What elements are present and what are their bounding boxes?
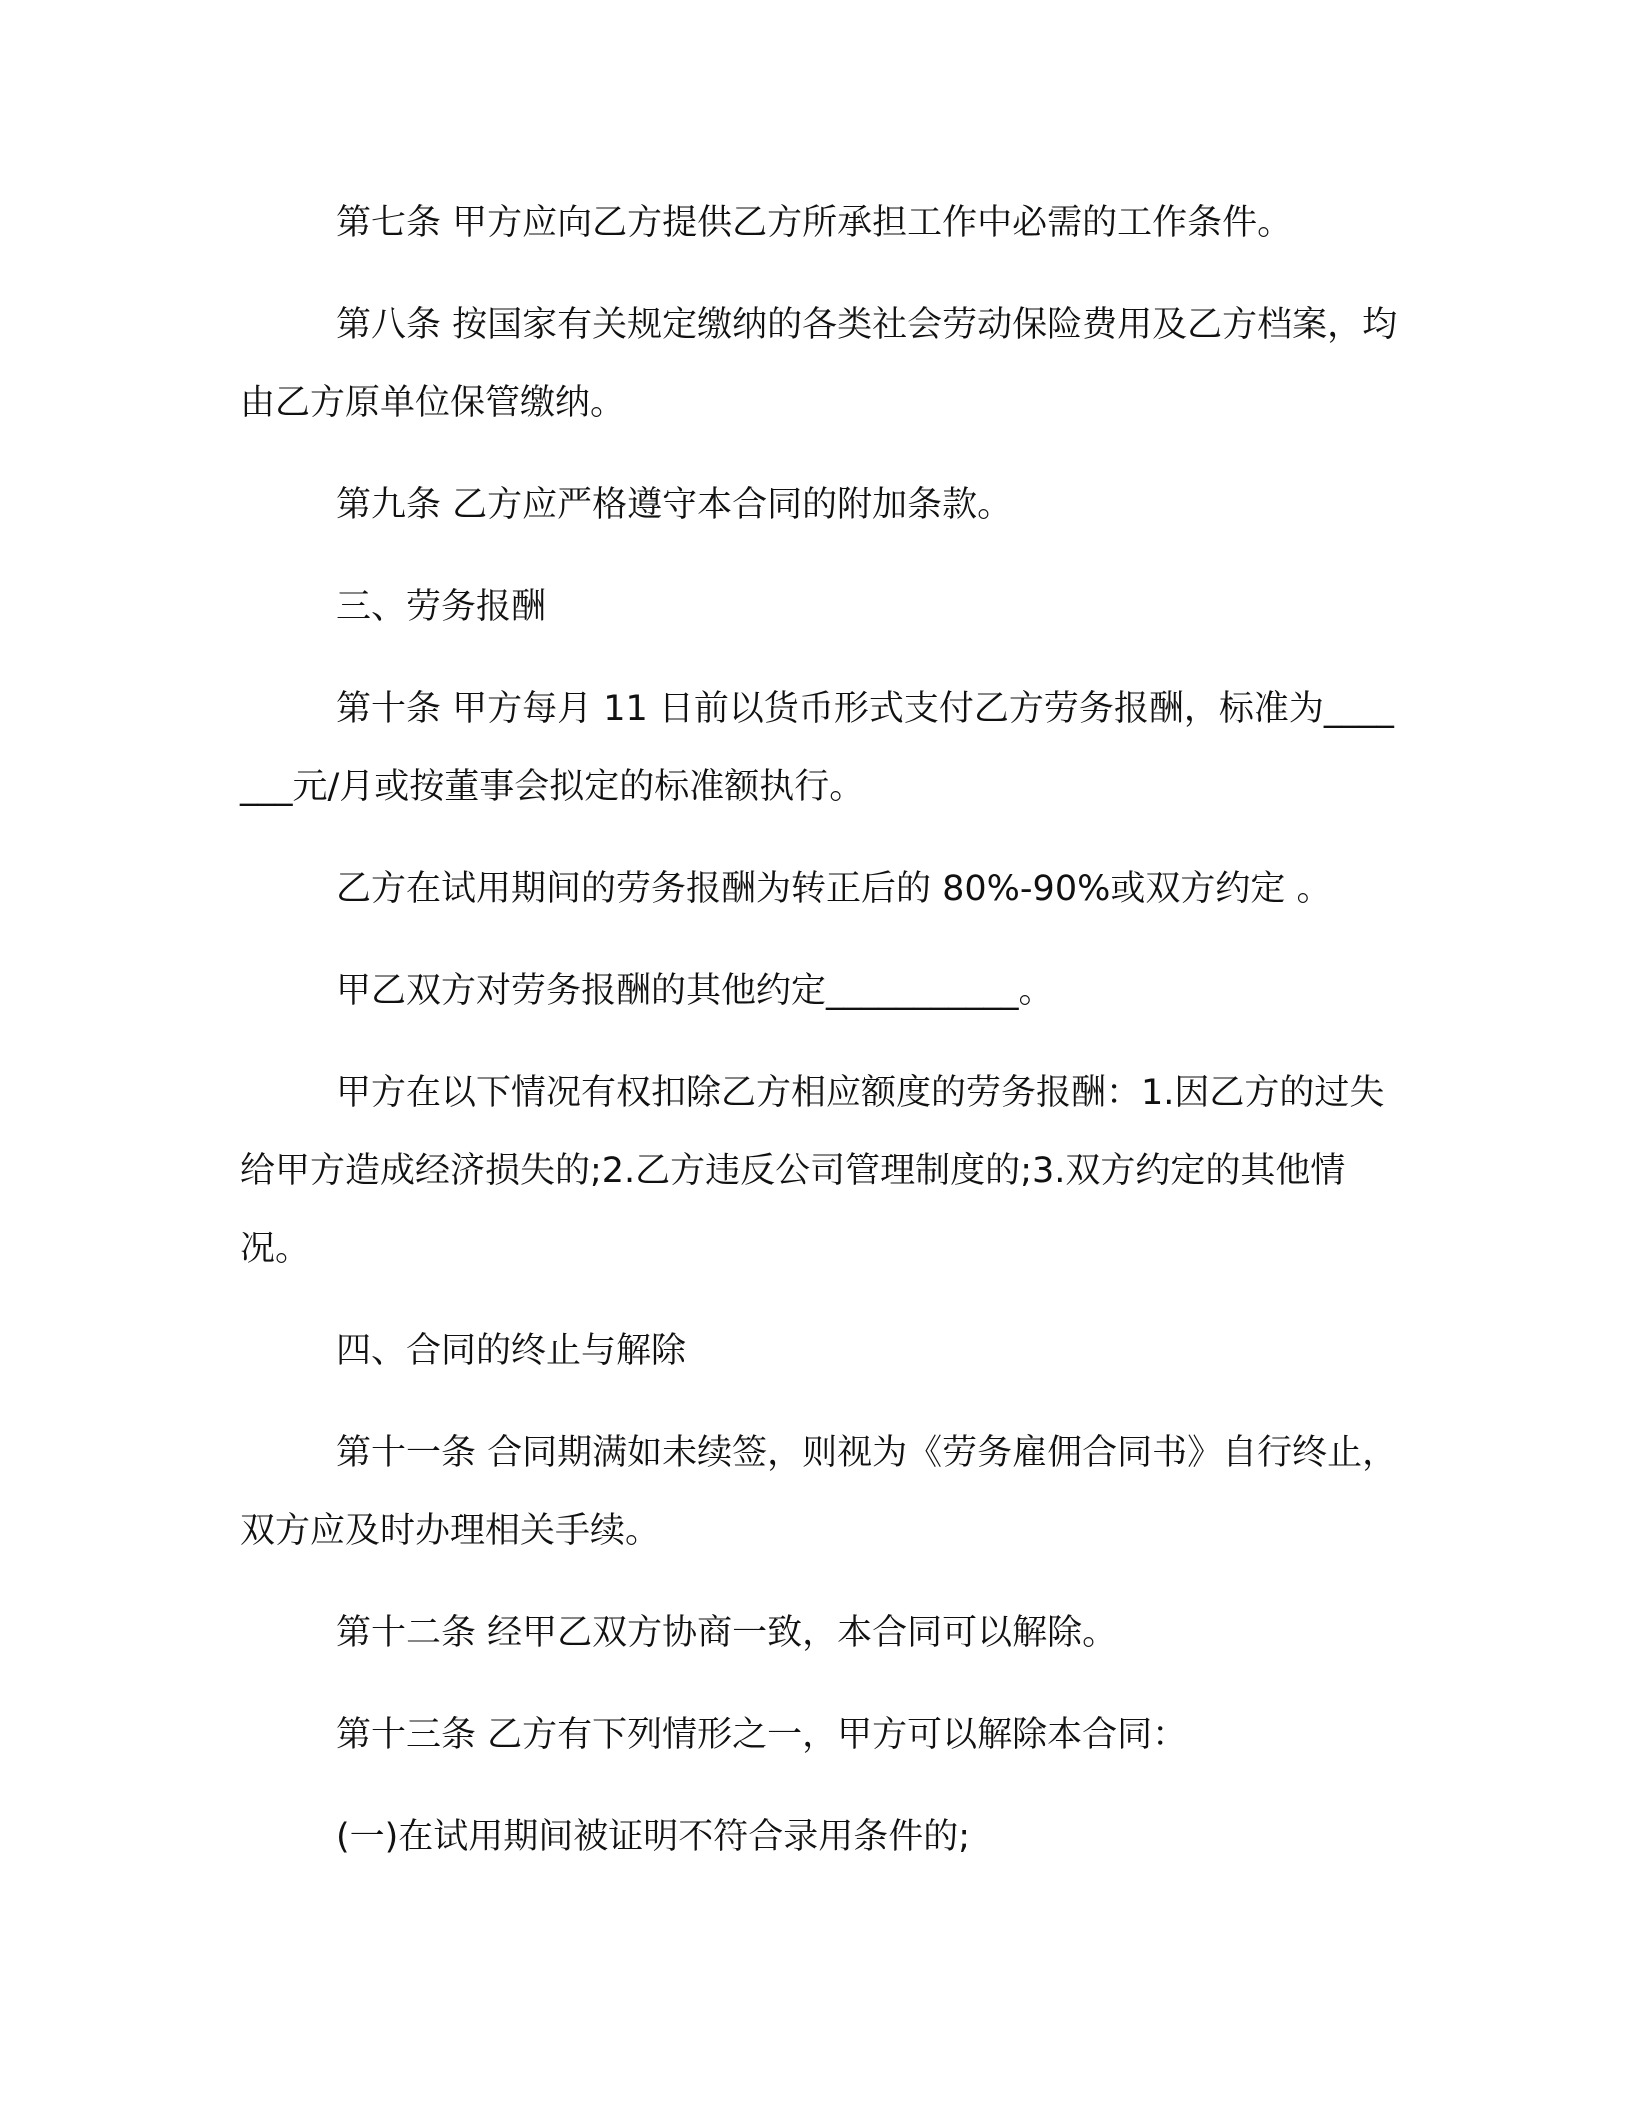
- other-pay-agreement-paragraph: 甲乙双方对劳务报酬的其他约定___________。: [336, 971, 1054, 1011]
- article-10: 第十条 甲方每月 11 日前以货币形式支付乙方劳务报酬，标准为_______元/月或按董事会拟定的标准额执行。: [240, 689, 1394, 807]
- probation-pay-paragraph: 乙方在试用期间的劳务报酬为转正后的 80%-90%或双方约定 。: [336, 869, 1332, 909]
- document-body: [240, 184, 1400, 1900]
- pay-deduction-paragraph: 甲方在以下情况有权扣除乙方相应额度的劳务报酬：1.因乙方的过失给甲方造成经济损失的;2.乙方违反公司管理制度的;3.双方约定的其他情况。: [240, 1073, 1385, 1269]
- section-heading-3: 三、劳务报酬: [336, 587, 547, 627]
- clause-13-item-1: (一)在试用期间被证明不符合录用条件的;: [336, 1817, 971, 1857]
- article-7: 第七条 甲方应向乙方提供乙方所承担工作中必需的工作条件。: [336, 203, 1293, 243]
- article-12: 第十二条 经甲乙双方协商一致，本合同可以解除。: [336, 1613, 1118, 1653]
- article-11: 第十一条 合同期满如未续签，则视为《劳务雇佣合同书》自行终止，双方应及时办理相关手续。: [240, 1433, 1398, 1551]
- article-8: 第八条 按国家有关规定缴纳的各类社会劳动保险费用及乙方档案，均由乙方原单位保管缴纳。: [240, 305, 1398, 423]
- article-9: 第九条 乙方应严格遵守本合同的附加条款。: [336, 485, 1013, 525]
- article-13: 第十三条 乙方有下列情形之一，甲方可以解除本合同：: [336, 1715, 1188, 1755]
- section-heading-4: 四、合同的终止与解除: [336, 1331, 687, 1371]
